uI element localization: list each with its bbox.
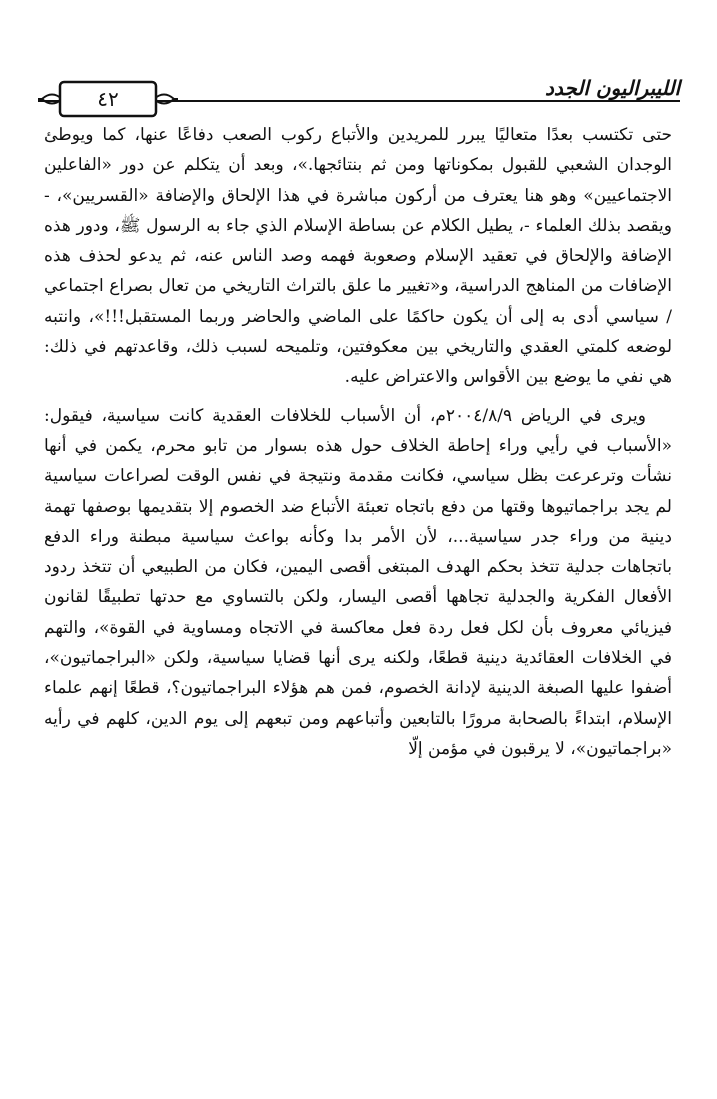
page-header	[38, 62, 680, 118]
body-text	[44, 120, 672, 772]
page-number: ٤٢	[64, 84, 152, 114]
paragraph-2: ويرى في الرياض ٢٠٠٤/٨/٩م، أن الأسباب للخلافات العقدية كانت سياسية، فيقول: «الأسباب في رأيي وراء إحاطة الخلاف حول هذه بسوار من تابو محرم، يكمن في أنها نشأت وترعرعت بظل سياسي، فكانت مقدمة ونتيجة في نفس الوقت لصراعات سياسية لم يجد براجماتيوها وقتها من دفع باتجاه تعبئة الأتباع ضد الخصوم إلا بتقديمها بوصفها تهمة دينية من وراء جدر سياسية...، لأن الأمر بدا وكأنه بواعث سياسية مبطنة وراء الدفع باتجاهات جدلية تتخذ بحكم الهدف المبتغى أقصى اليمين، فكان من الطبيعي أن تتخذ ردود الأفعال الفكرية والجدلية تجاهها أقصى اليسار، ولكن بالتساوي مع حدتها تطبيقًا لقانون فيزيائي معروف بأن لكل فعل ردة فعل معاكسة في الاتجاه ومساوية في القوة»، والتهم في الخلافات العقائدية دينية قطعًا، ولكنه يرى أنها قضايا سياسية، ولكن «البراجماتيون»، أضفوا عليها الصبغة الدينية لإدانة الخصوم، فمن هم هؤلاء البراجماتيون؟، قطعًا إنهم علماء الإسلام، ابتداءً بالصحابة مرورًا بالتابعين وأتباعهم ومن تبعهم إلى يوم الدين، كلهم في رأيه «براجماتيون»، لا يرقبون في مؤمن إلّا	[44, 405, 672, 759]
running-header-title: الليبراليون الجدد	[544, 76, 680, 100]
paragraph-1: حتى تكتسب بعدًا متعاليًا يبرر للمريدين والأتباع ركوب الصعب دفاعًا عنها، كما ويوطئ الوجدان الشعبي للقبول بمكوناتها ومن ثم بنتائجها.»، وبعد أن يتكلم عن دور «الفاعلين الاجتماعيين» وهو هنا يعترف من أركون مباشرة في هذا الإلحاق والإضافة «القسريين»، - ويقصد بذلك العلماء -، يطيل الكلام عن بساطة الإسلام الذي جاء به الرسول ﷺ، ودور هذه الإضافة والإلحاق في تعقيد الإسلام وصعوبة فهمه وصد الناس عنه، ثم يدعو لحذف هذه الإضافات من المناهج الدراسية، و«تغيير ما علق بالتراث التاريخي من تعال بصراع اجتماعي / سياسي أدى به إلى أن يكون حاكمًا على الماضي والحاضر وربما المستقبل!!!»، وانتبه لوضعه كلمتي العقدي والتاريخي بين معكوفتين، وتلميحه لسبب ذلك، وقاعدتهم في ذلك: هي نفي ما يوضع بين الأقواس والاعتراض عليه.	[44, 125, 672, 388]
